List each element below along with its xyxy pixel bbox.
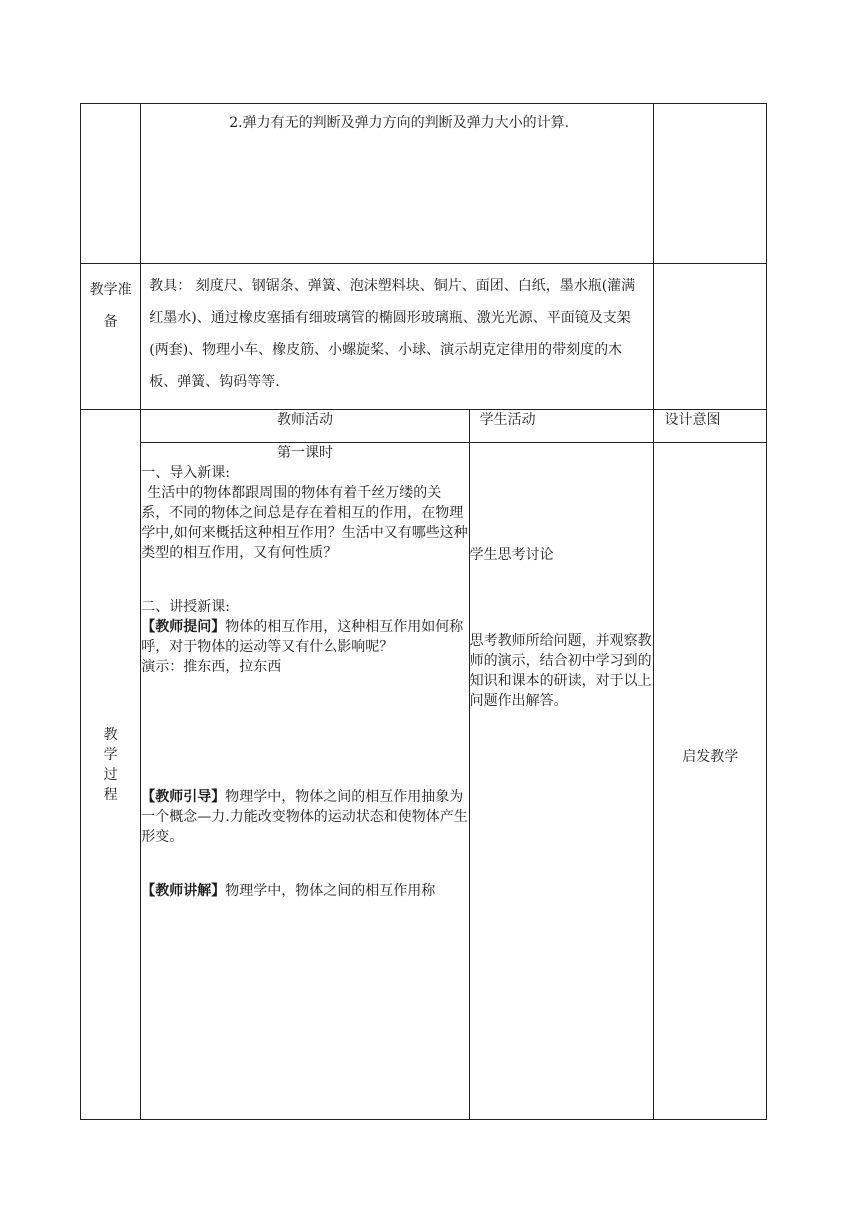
process-label-cell [81, 410, 141, 1120]
header-intent: 设计意图 [654, 410, 767, 443]
student-activity-cell [469, 443, 654, 1120]
design-intent-1: 启发教学 [682, 749, 739, 765]
header-student: 学生活动 [469, 410, 654, 443]
teacher-explain-paragraph [141, 881, 468, 901]
intro-text: 生活中的物体都跟周围的物体有着千丝万缕的关系，不同的物体之间总是存在着相互的作用，在物理学中,如何来概括这种相互作用？生活中又有哪些这种类型的相互作用，又有何性质？ [141, 485, 468, 561]
process-label-char: 学 [103, 746, 118, 763]
teacher-ask-tag: 【教师提问】 [141, 619, 226, 635]
intro-heading: 一、导入新课: [141, 465, 230, 481]
goal-label-cell [81, 104, 141, 264]
prep-label-line2: 备 [103, 314, 118, 330]
prep-row [81, 264, 767, 410]
process-label-char: 过 [103, 766, 118, 783]
teacher-guide-text: 物理学中，物体之间的相互作用抽象为一个概念—力.力能改变物体的运动状态和使物体产生形变。 [141, 789, 468, 845]
process-label-char: 程 [103, 786, 118, 803]
process-row [81, 443, 767, 1120]
lesson-title: 第一课时 [276, 445, 333, 461]
prep-label-line1: 教学准 [89, 282, 132, 298]
teacher-guide-paragraph [141, 787, 468, 847]
demo-text: 演示：推东西，拉东西 [141, 659, 282, 675]
header-teacher: 教师活动 [141, 410, 469, 443]
teacher-ask-paragraph [141, 617, 468, 657]
prep-text: 教具： 刻度尺、钢锯条、弹簧、泡沫塑料块、铜片、面团、白纸，墨水瓶(灌满红墨水)、通过橡皮塞插有细玻璃管的椭圆形玻璃瓶、激光光源、平面镜及支架(两套)、物理小车、橡皮筋、小螺旋桨、小球、演示胡克定律用的带刻度的木板、弹簧、钩码等等. [149, 278, 636, 390]
goal-text: 2.弹力有无的判断及弹力方向的判断及弹力大小的计算. [229, 115, 570, 131]
header-row [81, 410, 767, 443]
process-label-char: 教 [103, 726, 118, 743]
prep-extra-cell [654, 264, 767, 410]
goal-content-cell [141, 104, 654, 264]
student-activity-2: 思考教师所给问题，并观察教师的演示，结合初中学习到的知识和课本的研读，对于以上问题作出解答。 [469, 633, 652, 709]
lesson-plan-table [80, 103, 767, 1120]
teacher-activity-cell [141, 443, 469, 1120]
teacher-guide-tag: 【教师引导】 [141, 789, 226, 805]
goal-extra-cell [654, 104, 767, 264]
teacher-explain-text: 物理学中，物体之间的相互作用称 [225, 883, 436, 899]
new-lesson-heading: 二、讲授新课: [141, 599, 230, 615]
goal-row [81, 104, 767, 264]
student-activity-1: 学生思考讨论 [469, 547, 554, 563]
design-intent-cell [654, 443, 767, 1120]
prep-content-cell [141, 264, 654, 410]
teacher-ask-text: 物体的相互作用，这种相互作用如何称呼，对于物体的运动等又有什么影响呢？ [141, 619, 464, 655]
prep-label-cell [81, 264, 141, 410]
teacher-explain-tag: 【教师讲解】 [141, 883, 226, 899]
